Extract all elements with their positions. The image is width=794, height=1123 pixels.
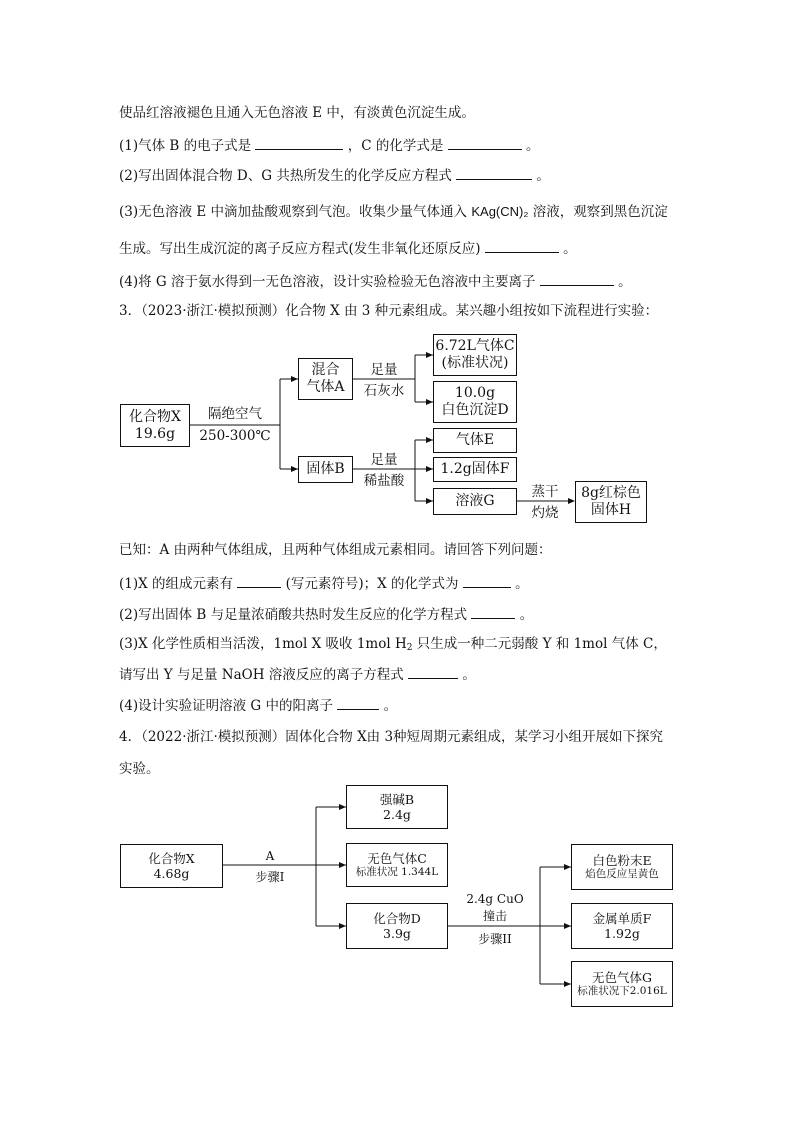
- box-label: 1.2g固体F: [440, 461, 510, 477]
- base-b-box: [346, 785, 448, 829]
- condition-label: 撞击: [482, 909, 507, 923]
- question-text: (2)写出固体 B 与足量浓硝酸共热时发生反应的化学方程式: [119, 607, 468, 623]
- subscript: 2: [406, 643, 413, 653]
- question-text: 。: [525, 138, 540, 154]
- step-label: 步骤I: [255, 870, 285, 884]
- condition-label: 蒸干: [531, 484, 559, 500]
- gas-c-box: [346, 843, 448, 887]
- question-text: 。: [519, 607, 534, 623]
- box-label: 溶液G: [455, 493, 495, 509]
- box-label: 金属单质F: [592, 911, 652, 926]
- box-label: 固体B: [306, 461, 345, 477]
- text-span: 实验。: [119, 761, 160, 777]
- question-text: (3)X 化学性质相当活泼，1mol X 吸收 1mol H: [119, 636, 407, 652]
- question-text: ，C 的化学式是: [347, 138, 444, 154]
- reagent-label: A: [265, 849, 275, 863]
- box-value: 19.6g: [134, 425, 176, 442]
- box-label: 固体H: [590, 502, 632, 518]
- question-text: (1)X 的组成元素有: [119, 576, 234, 592]
- question-text: (4)将 G 溶于氨水得到一无色溶液，设计实验检验无色溶液中主要离子: [119, 274, 536, 290]
- metal-f-box: [571, 903, 673, 949]
- box-label: (标准状况): [441, 355, 509, 371]
- question-text: 。: [462, 667, 476, 683]
- question-text: (4)设计实验证明溶液 G 中的阳离子: [119, 698, 333, 714]
- question-text: 溶液，观察到黑色沉淀: [532, 204, 668, 220]
- box-label: 白色沉淀D: [441, 402, 509, 418]
- text-span: 使品红溶液褪色且通入无色溶液 E 中，有淡黄色沉淀生成。: [119, 105, 475, 121]
- box-label: 白色粉末E: [592, 853, 652, 868]
- box-note: 焰色反应呈黄色: [585, 868, 659, 880]
- box-value: 10.0g: [454, 385, 496, 401]
- question-text: 。: [563, 241, 577, 257]
- question-text: 。: [536, 168, 550, 184]
- gas-g-box: [571, 961, 673, 1007]
- question-text: 。: [383, 698, 398, 714]
- question-text: (1)气体 B 的电子式是: [119, 138, 252, 154]
- box-value: 1.92g: [604, 926, 640, 941]
- box-label: 强碱B: [379, 792, 415, 807]
- condition-label: 足量: [370, 362, 398, 378]
- compound-d-box: [346, 903, 448, 949]
- box-value: 2.4g: [383, 807, 411, 822]
- step-label: 步骤II: [478, 932, 512, 946]
- reagent-label: 2.4g CuO: [466, 892, 524, 906]
- box-label: 化合物D: [373, 911, 421, 926]
- question-text: (写元素符号)；X 的化学式为: [285, 576, 459, 592]
- condition-label: 稀盐酸: [363, 473, 405, 489]
- question-text: 只生成一种二元弱酸 Y 和 1mol 气体 C，: [416, 636, 667, 652]
- box-note: 标准状况下2.016L: [577, 985, 667, 997]
- box-label: 无色气体G: [592, 970, 652, 985]
- box-label: 化合物X: [129, 408, 181, 425]
- compound-x-box: [120, 844, 223, 888]
- question-text: 。: [618, 274, 632, 290]
- box-label: 气体A: [306, 379, 345, 395]
- text-span: 已知：A 由两种气体组成，且两种气体组成元素相同。请回答下列问题：: [119, 542, 552, 558]
- chemical-formula: KAg(CN)₂: [471, 204, 529, 219]
- box-label: 化合物X: [148, 851, 195, 866]
- box-note: 标准状况 1.344L: [355, 866, 439, 878]
- condition-label: 250-300℃: [199, 428, 271, 444]
- box-label: 6.72L气体C: [435, 338, 515, 354]
- condition-label: 石灰水: [363, 383, 405, 399]
- question-text: (2)写出固体混合物 D、G 共热所发生的化学反应方程式: [119, 168, 452, 184]
- condition-label: 足量: [370, 452, 398, 468]
- box-label: 无色气体C: [367, 851, 427, 866]
- question-text: (3)无色溶液 E 中滴加盐酸观察到气泡。收集少量气体通入: [119, 204, 468, 220]
- box-label: 混合: [311, 362, 340, 378]
- box-value: 3.9g: [383, 926, 411, 941]
- question-text: 。: [515, 576, 529, 592]
- box-label: 8g红棕色: [581, 485, 641, 501]
- question-text: 生成。写出生成沉淀的离子反应方程式(发生非氧化还原反应): [119, 241, 481, 257]
- text-span: 4．（2022·浙江·模拟预测）固体化合物 X由 3种短周期元素组成，某学习小组开展如下探究: [119, 729, 664, 745]
- condition-label: 隔绝空气: [208, 406, 262, 422]
- text-span: 3．（2023·浙江·模拟预测）化合物 X 由 3 种元素组成。某兴趣小组按如下流程进行实验：: [119, 303, 659, 319]
- box-label: 气体E: [455, 432, 495, 448]
- powder-e-box: [571, 844, 673, 890]
- box-value: 4.68g: [153, 866, 190, 881]
- condition-label: 灼烧: [531, 505, 559, 521]
- question-text: 请写出 Y 与足量 NaOH 溶液反应的离子方程式: [119, 667, 404, 683]
